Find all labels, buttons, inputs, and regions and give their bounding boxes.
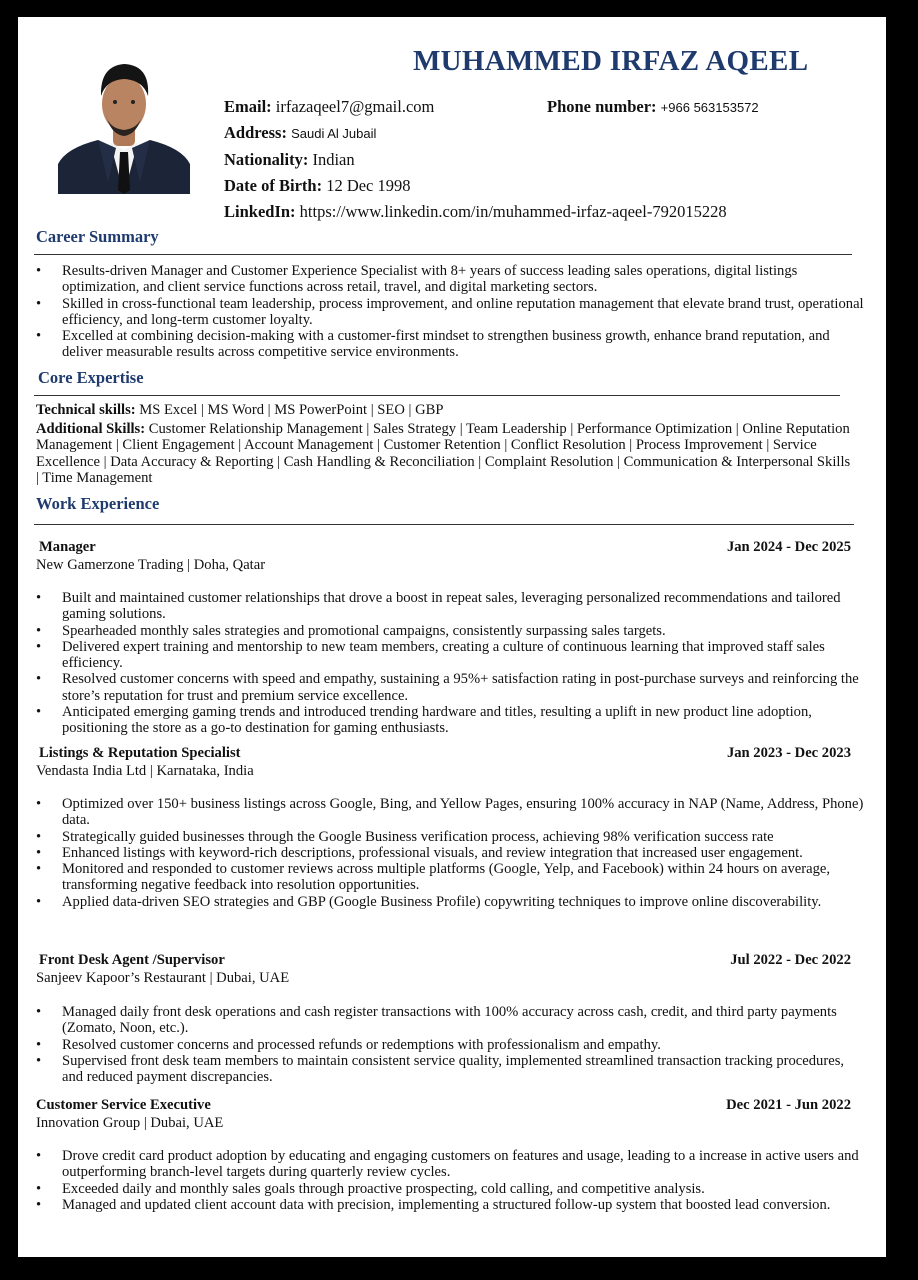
address-line — [224, 123, 376, 143]
additional-skills-label: Additional Skills: — [36, 421, 146, 437]
job-title: Customer Service Executive — [36, 1097, 211, 1113]
core-expertise-heading: Core Expertise — [38, 368, 144, 387]
dob-label: Date of Birth: — [224, 176, 323, 195]
list-item: • Supervised front desk team members to maintain consistent service quality, implemented streamlined transaction tracking procedures, and reduced payment discrepancies. — [34, 1053, 864, 1086]
resume-page — [18, 17, 886, 1257]
career-summary-heading: Career Summary — [36, 227, 159, 246]
list-item: • Results-driven Manager and Customer Experience Specialist with 8+ years of success leading sales operations, digital listings optimization, and client service functions across retail, travel, and digital marketing sectors. — [34, 263, 864, 296]
candidate-name: MUHAMMED IRFAZ AQEEL — [413, 45, 809, 77]
section-divider — [34, 524, 854, 525]
list-item: • Excelled at combining decision-making with a customer-first mindset to strengthen business growth, enhance brand reputation, and deliver measurable results across competitive service environments. — [34, 328, 864, 361]
profile-photo — [58, 52, 190, 194]
dob-line — [224, 176, 411, 196]
list-item: • Resolved customer concerns with speed and empathy, sustaining a 95%+ satisfaction rating in post-purchase surveys and reinforcing the store’s reputation for trust and premium service excellence. — [34, 671, 864, 704]
additional-skills — [36, 421, 856, 486]
email-value: irfazaqeel7@gmail.com — [275, 97, 435, 116]
list-item: • Built and maintained customer relationships that drove a boost in repeat sales, leveraging personalized recommendations and tailored gaming solutions. — [34, 590, 864, 623]
email-label: Email: — [224, 97, 272, 116]
job-dates: Jan 2023 - Dec 2023 — [726, 745, 851, 761]
job-dates: Dec 2021 - Jun 2022 — [726, 1097, 851, 1113]
technical-skills-label: Technical skills: — [36, 402, 136, 418]
list-item: • Drove credit card product adoption by educating and engaging customers on features and usage, leading to a increase in active users and outperforming branch-level targets during quarterly review cycles. — [34, 1148, 864, 1181]
list-item: • Strategically guided businesses through the Google Business verification process, achieving 98% verification success rate — [34, 829, 864, 845]
job-duties-list — [34, 590, 864, 737]
career-summary-list — [34, 263, 864, 361]
job-title: Front Desk Agent /Supervisor — [39, 952, 225, 968]
linkedin-line — [224, 202, 727, 222]
job-company: Sanjeev Kapoor’s Restaurant | Dubai, UAE — [36, 970, 290, 986]
job-company: New Gamerzone Trading | Doha, Qatar — [36, 557, 266, 573]
address-value: Saudi Al Jubail — [291, 126, 377, 141]
technical-skills-value: MS Excel | MS Word | MS PowerPoint | SEO | GBP — [139, 402, 444, 418]
list-item: • Anticipated emerging gaming trends and introduced trending hardware and titles, resulting a uplift in new product line adoption, positioning the store as a go-to destination for gaming enthusiasts. — [34, 704, 864, 737]
address-label: Address: — [224, 123, 287, 142]
job-title: Manager — [39, 539, 96, 555]
list-item: • Managed and updated client account data with precision, implementing a structured follow-up system that boosted lead conversion. — [34, 1197, 864, 1213]
additional-skills-value: Customer Relationship Management | Sales Strategy | Team Leadership | Performance Optimization | Online Reputation Management | Client Engagement | Account Management | Customer Retention | Conflict Resolution | Process Improvement | Service Excellence | Data Accuracy & Reporting | Cash Handling & Reconciliation | Complaint Resolution | Communication & Interpersonal Skills | Time Management — [36, 421, 851, 486]
list-item: • Optimized over 150+ business listings across Google, Bing, and Yellow Pages, ensuring 100% accuracy in NAP (Name, Address, Phone) data. — [34, 796, 864, 829]
list-item: • Delivered expert training and mentorship to new team members, creating a culture of continuous learning that improved staff sales efficiency. — [34, 639, 864, 672]
section-divider — [34, 395, 840, 396]
list-item: • Resolved customer concerns and processed refunds or redemptions with professionalism and empathy. — [34, 1037, 864, 1053]
job-dates: Jul 2022 - Dec 2022 — [730, 952, 851, 968]
work-experience-heading: Work Experience — [36, 494, 160, 513]
email-line — [224, 97, 434, 117]
list-item: • Applied data-driven SEO strategies and GBP (Google Business Profile) copywriting techniques to improve online discoverability. — [34, 894, 864, 910]
list-item: • Enhanced listings with keyword-rich descriptions, professional visuals, and review integration that increased user engagement. — [34, 845, 864, 861]
job-duties-list — [34, 796, 864, 910]
list-item: • Monitored and responded to customer reviews across multiple platforms (Google, Yelp, and Facebook) within 24 hours on average, transforming negative feedback into resolution opportunities. — [34, 861, 864, 894]
nationality-value: Indian — [312, 150, 355, 169]
nationality-label: Nationality: — [224, 150, 309, 169]
phone-label: Phone number: — [547, 97, 657, 116]
technical-skills — [36, 402, 856, 418]
job-company: Innovation Group | Dubai, UAE — [36, 1115, 224, 1131]
job-dates: Jan 2024 - Dec 2025 — [726, 539, 851, 555]
linkedin-link[interactable]: https://www.linkedin.com/in/muhammed-irfaz-aqeel-792015228 — [299, 202, 727, 221]
linkedin-label: LinkedIn: — [224, 202, 296, 221]
job-duties-list — [34, 1004, 864, 1085]
job-title: Listings & Reputation Specialist — [39, 745, 241, 761]
job-duties-list — [34, 1148, 864, 1213]
list-item: • Skilled in cross-functional team leadership, process improvement, and online reputation management that elevate brand trust, operational efficiency, and long-term customer loyalty. — [34, 296, 864, 329]
job-company: Vendasta India Ltd | Karnataka, India — [36, 763, 254, 779]
list-item: • Spearheaded monthly sales strategies and promotional campaigns, consistently surpassing sales targets. — [34, 623, 864, 639]
dob-value: 12 Dec 1998 — [326, 176, 411, 195]
nationality-line — [224, 150, 355, 170]
section-divider — [34, 254, 852, 255]
phone-value: +966 563153572 — [660, 100, 759, 115]
list-item: • Exceeded daily and monthly sales goals through proactive prospecting, cold calling, and competitive analysis. — [34, 1181, 864, 1197]
phone-line — [547, 97, 759, 117]
list-item: • Managed daily front desk operations and cash register transactions with 100% accuracy across cash, credit, and third party payments (Zomato, Noon, etc.). — [34, 1004, 864, 1037]
